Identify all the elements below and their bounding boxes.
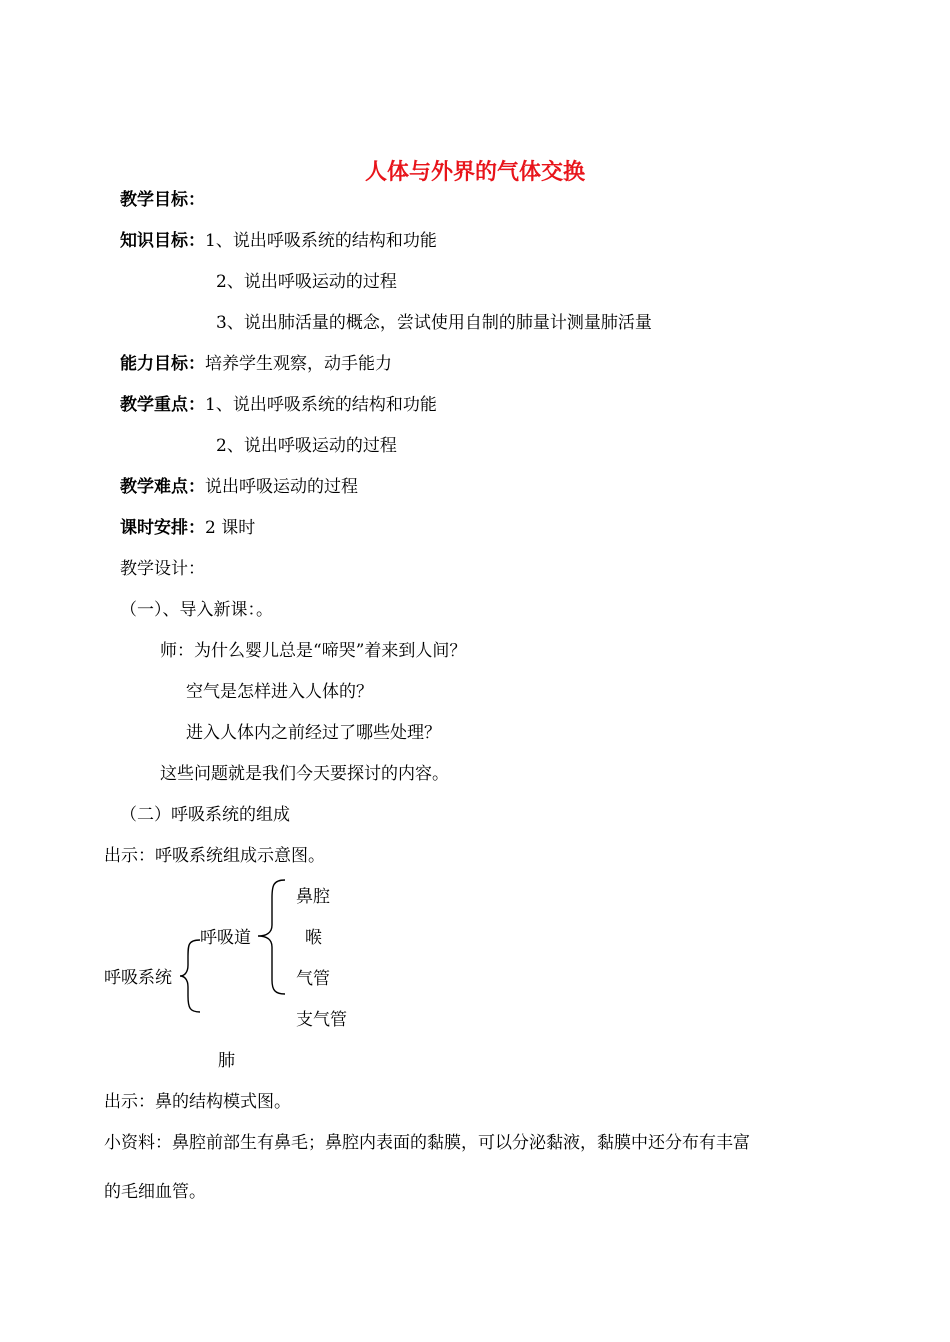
brace-inner (258, 880, 285, 994)
question-4: 这些问题就是我们今天要探讨的内容。 (160, 764, 449, 784)
ability-text: 培养学生观察，动手能力 (205, 354, 392, 374)
difficulty-text: 说出呼吸运动的过程 (205, 477, 358, 497)
question-1: 师：为什么婴儿总是“啼哭”着来到人间？ (160, 641, 467, 661)
knowledge-item-2: 2、说出呼吸运动的过程 (216, 272, 397, 292)
material-line-1: 小资料：鼻腔前部生有鼻毛；鼻腔内表面的黏膜，可以分泌黏液，黏膜中还分布有丰富 (104, 1133, 750, 1153)
diagram-leaf-trachea: 气管 (296, 969, 330, 989)
diagram-leaf-lung: 肺 (218, 1051, 235, 1071)
section-respiratory-system: （二）呼吸系统的组成 (120, 805, 290, 825)
brace-outer (180, 940, 200, 1012)
section-intro: （一）、导入新课：。 (120, 600, 273, 620)
schedule-label: 课时安排： (120, 518, 205, 538)
diagram-leaf-nasal-cavity: 鼻腔 (296, 887, 330, 907)
document-title: 人体与外界的气体交换 (364, 159, 585, 185)
show-diagram-note: 出示：呼吸系统组成示意图。 (104, 846, 325, 866)
schedule-text: 2 课时 (205, 518, 256, 538)
diagram-branch-airway: 呼吸道 (200, 928, 251, 948)
question-2: 空气是怎样进入人体的？ (186, 682, 373, 702)
key-point-1: 1、说出呼吸系统的结构和功能 (205, 395, 437, 415)
question-3: 进入人体内之前经过了哪些处理？ (186, 723, 441, 743)
key-points-label: 教学重点： (120, 395, 205, 415)
knowledge-item-1: 1、说出呼吸系统的结构和功能 (205, 231, 437, 251)
difficulty-label: 教学难点： (120, 477, 205, 497)
objectives-heading: 教学目标： (120, 190, 205, 210)
material-line-2: 的毛细血管。 (104, 1182, 206, 1202)
show-nose-note: 出示：鼻的结构模式图。 (104, 1092, 291, 1112)
diagram-root: 呼吸系统 (104, 968, 172, 988)
diagram-leaf-larynx: 喉 (305, 928, 322, 948)
knowledge-label: 知识目标： (120, 231, 205, 251)
diagram-leaf-bronchi: 支气管 (296, 1010, 347, 1030)
design-heading: 教学设计： (120, 559, 205, 579)
key-point-2: 2、说出呼吸运动的过程 (216, 436, 397, 456)
knowledge-item-3: 3、说出肺活量的概念，尝试使用自制的肺量计测量肺活量 (216, 313, 652, 333)
ability-label: 能力目标： (120, 354, 205, 374)
